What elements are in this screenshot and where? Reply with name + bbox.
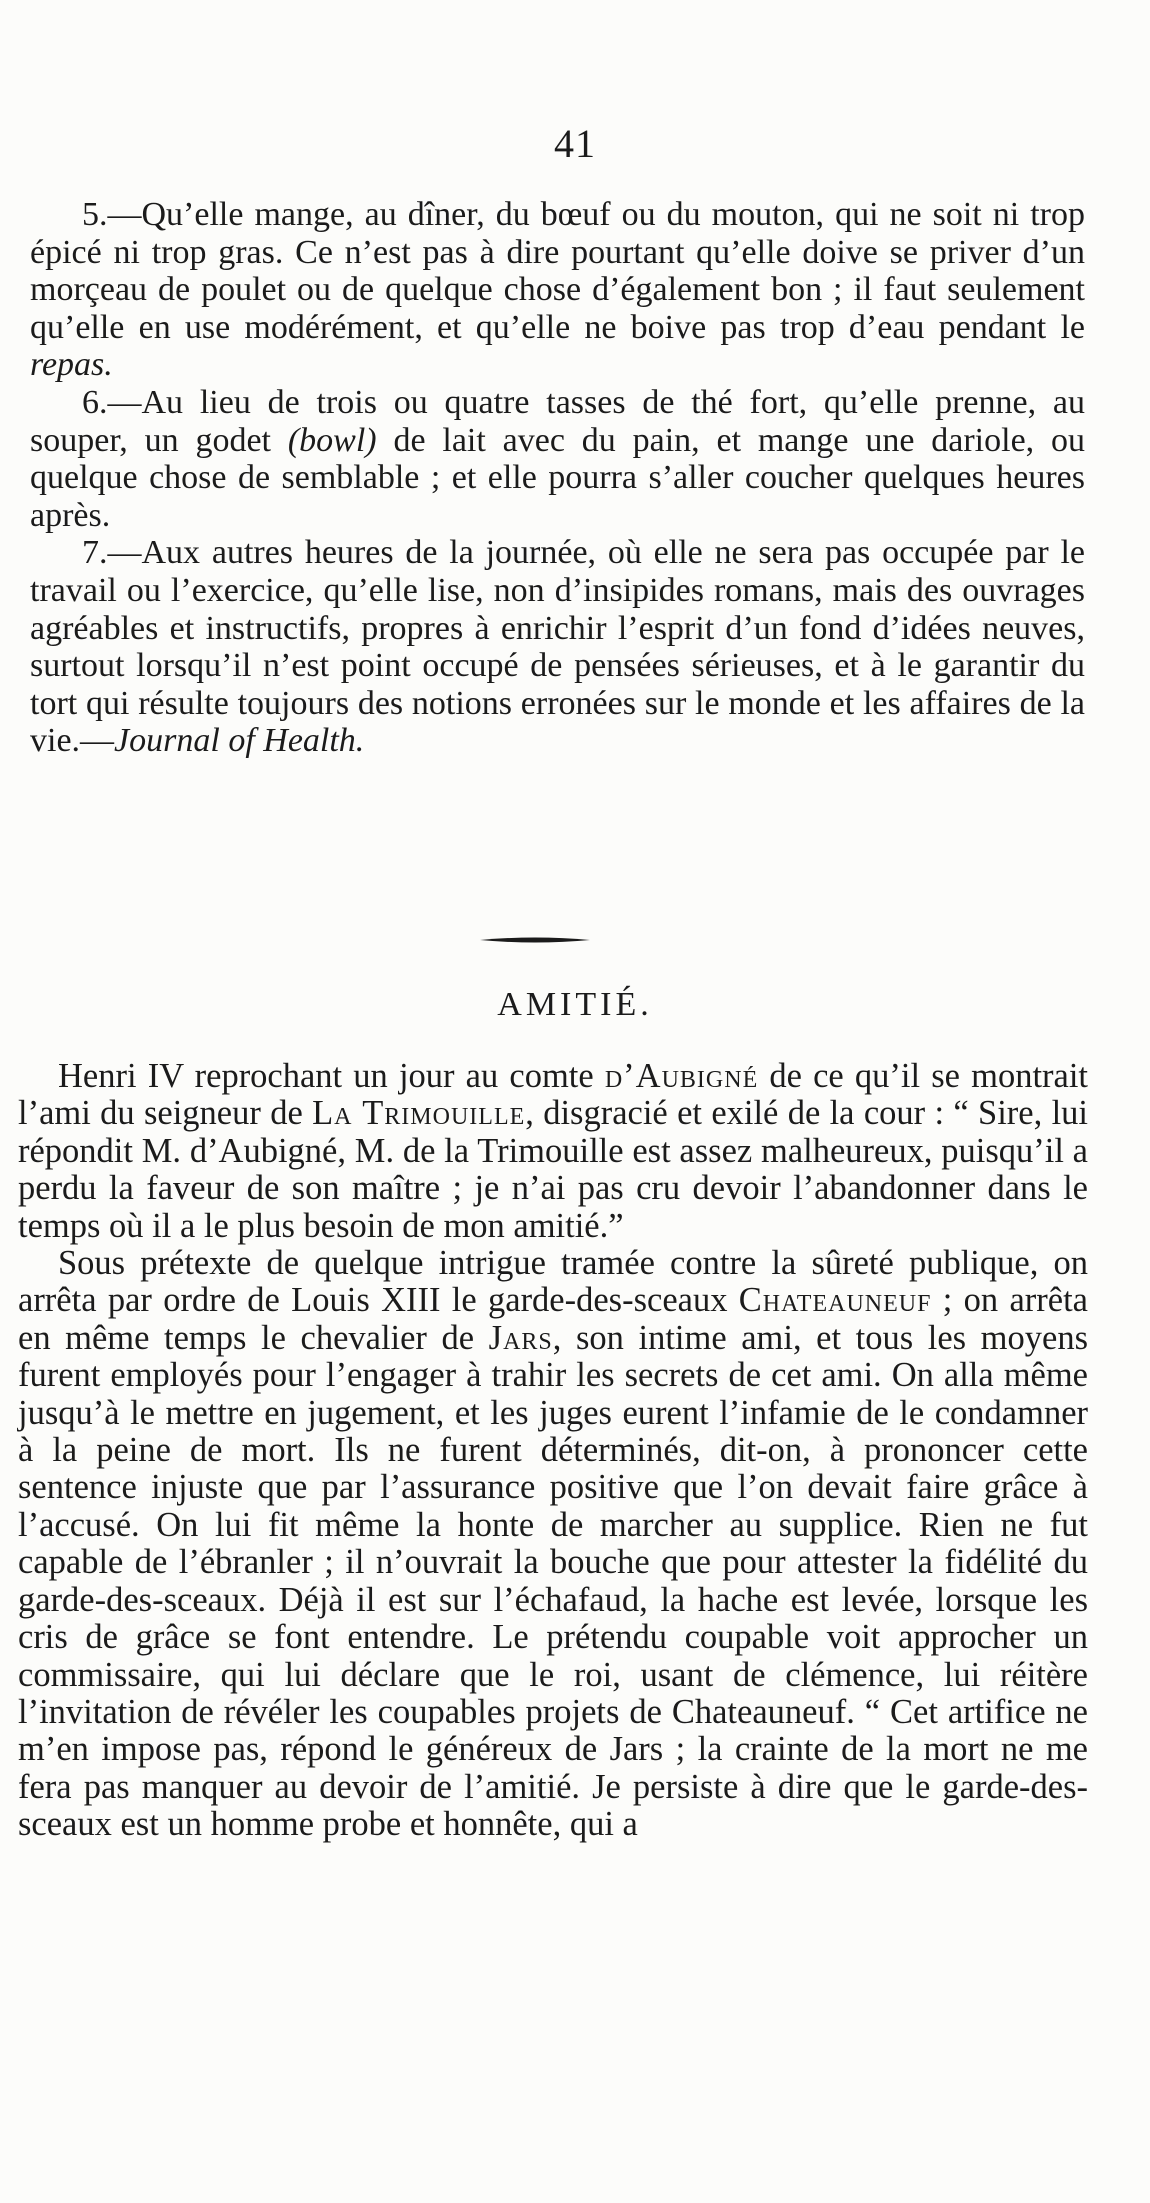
section-title: AMITIÉ. (497, 986, 653, 1023)
page-number: 41 (554, 121, 596, 166)
paragraph-7-text: 7.—Aux autres heures de la journée, où elle ne sera pas occupée par le travail ou l’exercice, qu’elle lise, non d’insipides romans, mais des ouvrages agréables et instructifs, propres à enrichir l’esprit d’un fond d’idées neuves, surtout lorsqu’il n’est point occupé de pensées sérieuses, et à le garantir du tort qui résulte toujours des notions erronées sur le monde et les affaires de la vie.— (30, 534, 1085, 760)
ornament-divider (480, 935, 590, 945)
paragraph-6-text-before: 6.—Au lieu de trois ou quatre tasses de thé fort, qu’elle prenne, au souper, un godet (30, 383, 1085, 459)
paragraph-5-italic: repas. (30, 346, 113, 384)
p1-part-c: , disgracié et exilé de la cour : “ Sire, lui répondit M. d’Aubigné, M. de la Trimouille est assez malheureux, puisqu’il a perdu la faveur de son maître ; je n’ai pas cru devoir l’abandonner dans le temps où il a le plus besoin de mon amitié.” (18, 1094, 1088, 1245)
p2-name-chateauneuf: Chateauneuf (738, 1281, 932, 1320)
p1-part-b: de ce qu’il se montrait l’ami du seigneur de (18, 1057, 1088, 1133)
p2-part-a: Sous prétexte de quelque intrigue tramée contre la sûreté publique, on arrêta par ordre de Louis XIII le garde-des-sceaux (18, 1244, 1088, 1320)
p1-name-trimouille: La Trimouille (312, 1094, 526, 1133)
amitie-text (18, 1058, 1088, 1844)
anecdote-chateauneuf (18, 1245, 1088, 1844)
paragraph-7 (30, 534, 1085, 760)
p2-part-c: , son intime ami, et tous les moyens furent employés pour l’engager à trahir les secrets de cet ami. On alla même jusqu’à le mettre en jugement, et les juges eurent l’infamie de le condamner à la peine de mort. Ils ne furent déterminés, dit-on, à prononcer cette sentence injuste que par l’assurance positive que l’on devait faire grâce à l’accusé. On lui fit même la honte de marcher au supplice. Rien ne fut capable de l’ébranler ; il n’ouvrait la bouche que pour attester la fidélité du garde-des-sceaux. Déjà il est sur l’échafaud, la hache est levée, lorsque les cris de grâce se font entendre. Le prétendu coupable voit approcher un commissaire, qui lui déclare que le roi, usant de clémence, lui réitère l’invitation de révéler les coupables projets de Chateauneuf. “ Cet artifice ne m’en impose pas, répond le généreux de Jars ; la crainte de la mort ne me fera pas manquer au devoir de l’amitié. Je persiste à dire que le garde-des-sceaux est un homme probe et honnête, qui a (18, 1318, 1088, 1844)
paragraph-6-italic: (bowl) (287, 421, 377, 459)
p1-part-a: Henri IV reprochant un jour au comte (58, 1057, 605, 1095)
paragraph-5-text: 5.—Qu’elle mange, au dîner, du bœuf ou du mouton, qui ne soit ni trop épicé ni trop gras. Ce n’est pas à dire pourtant qu’elle doive se priver d’un morçeau de poulet ou de quelque chose d’également bon ; il faut seulement qu’elle en use modérément, et qu’elle ne boive pas trop d’eau pendant le (30, 196, 1085, 346)
anecdote-henri-iv (18, 1058, 1088, 1245)
health-advice-text (30, 196, 1085, 760)
paragraph-6-text-after: de lait avec du pain, et mange une dariole, ou quelque chose de semblable ; et elle pourra s’aller coucher quelques heures après. (30, 421, 1085, 534)
p2-name-jars: Jars (488, 1318, 553, 1357)
paragraph-6 (30, 384, 1085, 534)
p1-name-aubigne: d’Aubigné (604, 1057, 759, 1095)
source-citation: Journal of Health. (114, 722, 365, 760)
paragraph-5 (30, 196, 1085, 384)
p2-part-b: ; on arrêta en même temps le chevalier de (18, 1281, 1088, 1357)
